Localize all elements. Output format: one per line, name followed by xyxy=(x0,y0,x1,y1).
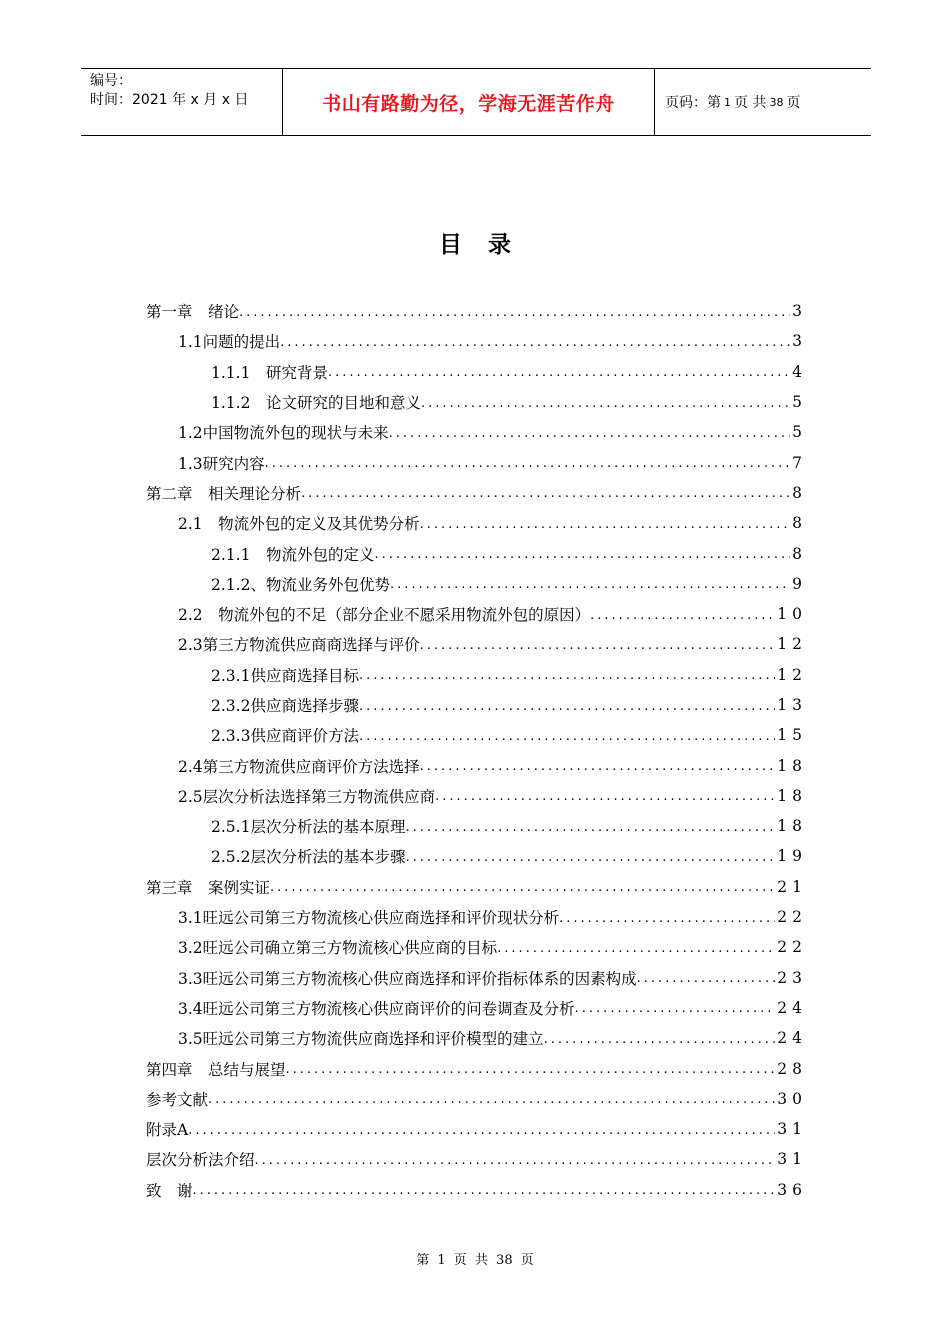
page-suffix: 页 xyxy=(786,95,801,111)
page-total: 38 xyxy=(769,95,784,109)
toc-entry-title: 2.4第三方物流供应商评价方法选择 xyxy=(178,755,420,777)
toc-dot-leader xyxy=(280,333,790,350)
toc-dot-leader xyxy=(255,1151,776,1168)
toc-entry[interactable] xyxy=(146,841,807,871)
toc-entry[interactable] xyxy=(146,781,807,811)
toc-entry[interactable] xyxy=(146,811,807,841)
toc-entry-title: 致 谢 xyxy=(146,1179,193,1201)
toc-entry[interactable] xyxy=(146,387,807,417)
toc-dot-leader xyxy=(188,1121,775,1138)
toc-entry[interactable] xyxy=(146,902,807,932)
toc-entry-page: 18 xyxy=(777,786,807,805)
toc-entry-page: 22 xyxy=(777,908,807,927)
toc-entry[interactable] xyxy=(146,1175,807,1205)
page-prefix: 页码：第 xyxy=(665,95,721,111)
toc-dot-leader xyxy=(420,636,776,653)
toc-entry[interactable] xyxy=(146,872,807,902)
toc-dot-leader xyxy=(497,939,775,956)
toc-entry[interactable] xyxy=(146,326,807,356)
toc-entry[interactable] xyxy=(146,417,807,447)
toc-entry-page: 9 xyxy=(792,574,807,593)
toc-entry-page: 13 xyxy=(777,696,807,714)
toc-entry[interactable] xyxy=(146,478,807,508)
toc-entry[interactable] xyxy=(146,690,807,720)
toc-entry-title: 第三章 案例实证 xyxy=(146,876,270,898)
toc-entry-title: 2.3.3供应商评价方法 xyxy=(211,724,359,746)
toc-entry-page: 12 xyxy=(777,665,807,684)
toc-dot-leader xyxy=(637,969,776,986)
page-header xyxy=(81,68,871,136)
toc-entry-title: 2.5.1层次分析法的基本原理 xyxy=(211,815,405,837)
toc-dot-leader xyxy=(575,999,776,1016)
toc-dot-leader xyxy=(390,575,790,592)
toc-dot-leader xyxy=(389,424,790,441)
toc-dot-leader xyxy=(193,1181,776,1198)
page-mid: 页 共 xyxy=(734,95,767,111)
toc-entry-page: 22 xyxy=(777,938,807,957)
toc-dot-leader xyxy=(208,1090,775,1107)
toc-entry-title: 2.5.2层次分析法的基本步骤 xyxy=(211,845,405,867)
toc-entry-title: 2.5层次分析法选择第三方物流供应商 xyxy=(178,785,435,807)
toc-entry-title: 2.3.1供应商选择目标 xyxy=(211,664,359,686)
toc-entry[interactable] xyxy=(146,296,807,326)
toc-entry[interactable] xyxy=(146,932,807,962)
toc-entry-page: 3 xyxy=(792,332,807,351)
toc-dot-leader xyxy=(559,909,775,926)
toc-dot-leader xyxy=(405,848,775,865)
toc-entry[interactable] xyxy=(146,750,807,780)
toc-entry-title: 附录A xyxy=(146,1118,188,1140)
toc-entry-page: 12 xyxy=(777,635,807,654)
page-current: 1 xyxy=(724,95,731,109)
toc-entry[interactable] xyxy=(146,357,807,387)
toc-dot-leader xyxy=(239,303,790,320)
toc-entry-page: 28 xyxy=(777,1059,807,1078)
toc-entry-page: 18 xyxy=(777,817,807,836)
toc-entry-title: 3.5旺远公司第三方物流供应商选择和评价模型的建立 xyxy=(178,1027,544,1049)
toc-dot-leader xyxy=(359,727,775,744)
toc-dot-leader xyxy=(590,606,775,623)
toc-entry-page: 36 xyxy=(777,1180,807,1199)
toc-dot-leader xyxy=(405,818,775,835)
toc-entry-title: 第一章 绪论 xyxy=(146,300,239,322)
toc-dot-leader xyxy=(421,394,790,411)
toc-entry[interactable] xyxy=(146,599,807,629)
page-title: 目录 xyxy=(439,232,537,258)
toc-dot-leader xyxy=(420,757,776,774)
toc-entry[interactable] xyxy=(146,963,807,993)
toc-entry[interactable] xyxy=(146,720,807,750)
page-footer: 第 1 页 共 38 页 xyxy=(416,1253,534,1268)
toc-entry-title: 3.3旺远公司第三方物流核心供应商选择和评价指标体系的因素构成 xyxy=(178,967,637,989)
toc-entry-title: 2.1.1 物流外包的定义 xyxy=(211,543,374,565)
toc-entry[interactable] xyxy=(146,993,807,1023)
toc-entry[interactable] xyxy=(146,1144,807,1174)
toc-entry[interactable] xyxy=(146,1053,807,1083)
toc-entry-title: 3.2旺远公司确立第三方物流核心供应商的目标 xyxy=(178,936,497,958)
toc-dot-leader xyxy=(420,515,790,532)
toc-entry-title: 2.2 物流外包的不足（部分企业不愿采用物流外包的原因） xyxy=(178,603,590,625)
toc-entry-title: 1.1.2 论文研究的目地和意义 xyxy=(211,391,421,413)
toc-dot-leader xyxy=(301,484,790,501)
toc-dot-leader xyxy=(359,666,775,683)
header-meta xyxy=(81,69,283,135)
header-page-info xyxy=(655,69,871,135)
toc-entry-page: 4 xyxy=(792,362,807,381)
header-slogan: 书山有路勤为径，学海无涯苦作舟 xyxy=(283,69,655,135)
toc-entry-page: 31 xyxy=(777,1150,807,1169)
toc-entry[interactable] xyxy=(146,569,807,599)
toc-entry-page: 30 xyxy=(777,1089,807,1108)
toc-entry-page: 18 xyxy=(777,756,807,775)
toc-entry[interactable] xyxy=(146,538,807,568)
toc-dot-leader xyxy=(435,787,775,804)
toc-entry-page: 21 xyxy=(777,877,807,896)
toc-entry-title: 2.1 物流外包的定义及其优势分析 xyxy=(178,512,420,534)
toc-dot-leader xyxy=(286,1060,776,1077)
document-number-label: 编号： xyxy=(90,73,132,89)
toc-entry-title: 1.1.1 研究背景 xyxy=(211,361,328,383)
toc-entry-page: 8 xyxy=(792,544,807,563)
toc-entry-page: 7 xyxy=(792,453,807,472)
toc-entry-page: 10 xyxy=(777,605,807,624)
toc-entry-page: 15 xyxy=(777,726,807,745)
toc-entry[interactable] xyxy=(146,1114,807,1144)
table-of-contents xyxy=(146,296,807,1205)
toc-entry-page: 31 xyxy=(777,1120,807,1139)
toc-entry-page: 19 xyxy=(777,847,807,866)
toc-entry-page: 8 xyxy=(792,514,807,533)
toc-dot-leader xyxy=(359,697,775,714)
toc-entry[interactable] xyxy=(146,629,807,659)
toc-dot-leader xyxy=(544,1030,776,1047)
toc-dot-leader xyxy=(265,454,790,471)
toc-entry-title: 第四章 总结与展望 xyxy=(146,1058,286,1080)
toc-entry-title: 3.1旺远公司第三方物流核心供应商选择和评价现状分析 xyxy=(178,906,559,928)
toc-entry-title: 1.2中国物流外包的现状与未来 xyxy=(178,421,389,443)
toc-entry-page: 5 xyxy=(792,423,807,442)
toc-entry[interactable] xyxy=(146,1084,807,1114)
document-date: 时间：2021 年 x 月 x 日 xyxy=(90,92,249,108)
toc-entry-page: 8 xyxy=(792,483,807,502)
toc-entry-title: 参考文献 xyxy=(146,1088,208,1110)
toc-entry[interactable] xyxy=(146,1023,807,1053)
toc-entry-title: 2.3第三方物流供应商商选择与评价 xyxy=(178,633,420,655)
toc-dot-leader xyxy=(374,545,790,562)
toc-entry-title: 2.1.2、物流业务外包优势 xyxy=(211,573,390,595)
toc-entry-title: 层次分析法介绍 xyxy=(146,1148,255,1170)
toc-entry-title: 第二章 相关理论分析 xyxy=(146,482,301,504)
toc-dot-leader xyxy=(270,878,775,895)
toc-dot-leader xyxy=(328,363,790,380)
toc-entry-page: 3 xyxy=(792,302,807,321)
toc-entry[interactable] xyxy=(146,447,807,477)
toc-entry-page: 23 xyxy=(777,968,807,987)
toc-entry-title: 2.3.2供应商选择步骤 xyxy=(211,694,359,716)
toc-entry-title: 1.1问题的提出 xyxy=(178,330,280,352)
toc-entry-page: 5 xyxy=(792,393,807,412)
toc-entry-title: 1.3研究内容 xyxy=(178,452,265,474)
toc-entry-title: 3.4旺远公司第三方物流核心供应商评价的问卷调查及分析 xyxy=(178,997,575,1019)
toc-entry[interactable] xyxy=(146,660,807,690)
toc-entry-page: 24 xyxy=(777,1029,807,1048)
toc-entry[interactable] xyxy=(146,508,807,538)
toc-entry-page: 24 xyxy=(777,998,807,1017)
